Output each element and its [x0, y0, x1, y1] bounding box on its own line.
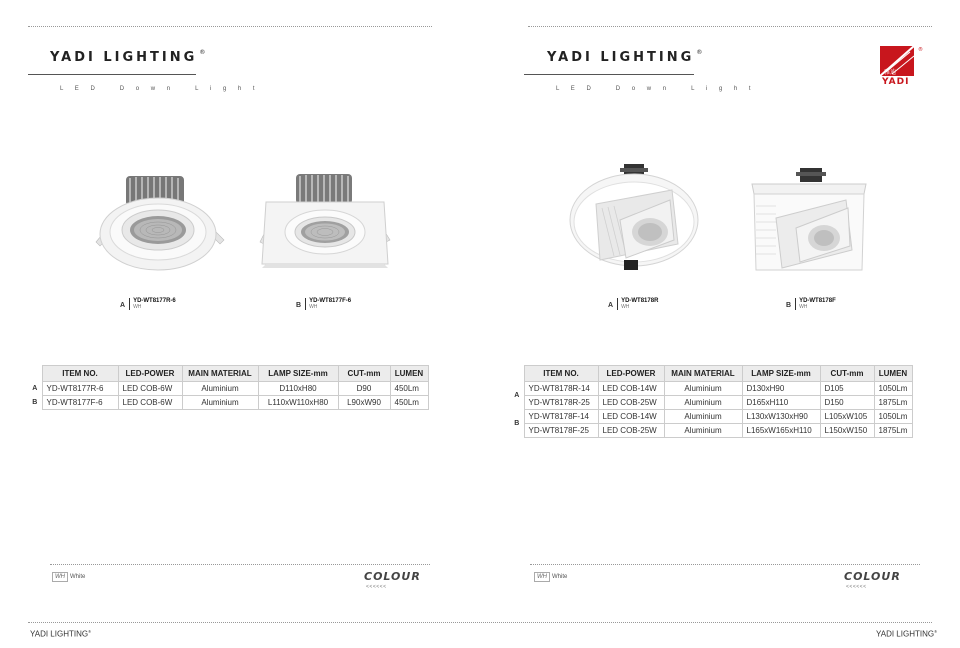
- caption-color: WH: [133, 304, 142, 310]
- cell-lamp-size: D130xH90: [742, 382, 820, 396]
- cell-item-no: YD-WT8177F-6: [42, 396, 118, 410]
- colour-logo-right: COLOUR: [844, 570, 901, 583]
- cell-led-power: LED COB-14W: [598, 410, 664, 424]
- cell-lumen: 1875Lm: [874, 424, 912, 438]
- cell-led-power: LED COB-14W: [598, 382, 664, 396]
- heatsink-fins: [296, 174, 352, 204]
- table-row: [28, 396, 428, 410]
- footer-text: YADI LIGHTING: [30, 629, 89, 639]
- caption-letter: A: [608, 302, 614, 309]
- cell-lumen: 450Lm: [390, 396, 428, 410]
- title-rule-right: [524, 74, 694, 75]
- cell-lamp-size: L110xW110xH80: [258, 396, 338, 410]
- colour-divider-left: [50, 564, 430, 565]
- bottom-divider: [28, 622, 932, 623]
- cell-item-no: YD-WT8177R-6: [42, 382, 118, 396]
- cell-cut: D150: [820, 396, 874, 410]
- top-divider-left: [28, 26, 432, 27]
- cell-material: Aluminium: [182, 396, 258, 410]
- col-header: LAMP SIZE-mm: [258, 366, 338, 382]
- table-row: [510, 382, 912, 396]
- caption-body: [305, 298, 351, 310]
- product-image-wt8177f: [258, 168, 392, 276]
- cell-item-no: YD-WT8178R-14: [524, 382, 598, 396]
- footer-brand-left: [30, 629, 91, 639]
- colour-logo-left: COLOUR: [364, 570, 421, 583]
- product-image-wt8178r: [566, 160, 702, 274]
- table-row: [510, 396, 912, 410]
- caption-model: YD-WT8178F: [799, 298, 836, 304]
- caption-model: YD-WT8177R-6: [133, 298, 176, 304]
- subtitle-left: L E D D o w n L i g h t: [60, 86, 260, 92]
- col-header: MAIN MATERIAL: [182, 366, 258, 382]
- footer-mark: ®: [88, 629, 92, 634]
- cell-item-no: YD-WT8178F-14: [524, 410, 598, 424]
- caption-model: YD-WT8178R: [621, 298, 659, 304]
- registered-mark: ®: [199, 48, 206, 56]
- brand-title-text: YADI LIGHTING: [50, 50, 198, 65]
- colour-swatch-right: [534, 572, 567, 582]
- col-header: CUT-mm: [820, 366, 874, 382]
- cell-item-no: YD-WT8178F-25: [524, 424, 598, 438]
- header-spacer: [28, 366, 42, 382]
- col-header: LAMP SIZE-mm: [742, 366, 820, 382]
- colour-arrows-right: <<<<<<: [846, 584, 867, 590]
- row-group-label: B: [514, 420, 520, 427]
- cell-item-no: YD-WT8178R-25: [524, 396, 598, 410]
- cell-cut: D105: [820, 382, 874, 396]
- colour-tag: WH: [534, 572, 550, 582]
- caption-letter: B: [296, 302, 302, 309]
- row-group-label: A: [32, 385, 38, 392]
- product-image-wt8177r: [92, 168, 228, 276]
- cell-lamp-size: L165xW165xH110: [742, 424, 820, 438]
- caption-letter: A: [120, 302, 126, 309]
- caption-left-a: [120, 298, 176, 310]
- cell-led-power: LED COB-25W: [598, 424, 664, 438]
- logo-text: YADI: [882, 77, 910, 87]
- caption-body: [795, 298, 836, 310]
- top-divider-right: [528, 26, 932, 27]
- cell-lamp-size: D165xH110: [742, 396, 820, 410]
- caption-color: WH: [309, 304, 318, 310]
- table-row: [510, 410, 912, 424]
- brand-title-text: YADI LIGHTING: [547, 50, 695, 65]
- caption-body: [129, 298, 176, 310]
- cell-led-power: LED COB-25W: [598, 396, 664, 410]
- cell-lumen: 1050Lm: [874, 410, 912, 424]
- table-row: [510, 424, 912, 438]
- colour-name: White: [70, 574, 86, 580]
- table-header-row: [28, 366, 428, 382]
- col-header: LUMEN: [390, 366, 428, 382]
- yadi-logo: [876, 44, 922, 93]
- colour-name: White: [552, 574, 568, 580]
- footer-mark: ®: [934, 629, 938, 634]
- title-rule-left: [28, 74, 196, 75]
- cell-material: Aluminium: [182, 382, 258, 396]
- colour-tag: WH: [52, 572, 68, 582]
- cell-cut: L105xW105: [820, 410, 874, 424]
- cell-lumen: 450Lm: [390, 382, 428, 396]
- spec-table-left: [28, 365, 429, 410]
- spec-table-right: [510, 365, 913, 438]
- colour-arrows-left: <<<<<<: [366, 584, 387, 590]
- footer-text: YADI LIGHTING: [876, 629, 935, 639]
- row-group-label: B: [32, 399, 38, 406]
- brand-title-right: [547, 50, 702, 65]
- cell-led-power: LED COB-6W: [118, 382, 182, 396]
- cell-cut: L150xW150: [820, 424, 874, 438]
- col-header: LUMEN: [874, 366, 912, 382]
- header-spacer: [510, 366, 524, 382]
- cell-lamp-size: D110xH80: [258, 382, 338, 396]
- logo-cn-text: 雅迪: [884, 69, 897, 76]
- cell-material: Aluminium: [664, 382, 742, 396]
- cell-lumen: 1875Lm: [874, 396, 912, 410]
- caption-right-b: [786, 298, 836, 310]
- cell-lumen: 1050Lm: [874, 382, 912, 396]
- col-header: CUT-mm: [338, 366, 390, 382]
- caption-color: WH: [799, 304, 808, 310]
- cell-material: Aluminium: [664, 396, 742, 410]
- cell-led-power: LED COB-6W: [118, 396, 182, 410]
- footer-brand-right: [876, 629, 937, 639]
- product-image-wt8178f: [748, 166, 870, 276]
- cell-cut: D90: [338, 382, 390, 396]
- caption-right-a: [608, 298, 658, 310]
- cell-material: Aluminium: [664, 410, 742, 424]
- colour-divider-right: [530, 564, 920, 565]
- caption-color: WH: [621, 304, 630, 310]
- cell-cut: L90xW90: [338, 396, 390, 410]
- brand-title-left: [50, 50, 205, 65]
- col-header: ITEM NO.: [42, 366, 118, 382]
- caption-body: [617, 298, 658, 310]
- col-header: LED-POWER: [598, 366, 664, 382]
- table-row: [28, 382, 428, 396]
- caption-left-b: [296, 298, 351, 310]
- subtitle-right: L E D D o w n L i g h t: [556, 86, 756, 92]
- col-header: MAIN MATERIAL: [664, 366, 742, 382]
- registered-mark: ®: [696, 48, 703, 56]
- cell-material: Aluminium: [664, 424, 742, 438]
- col-header: ITEM NO.: [524, 366, 598, 382]
- colour-swatch-left: [52, 572, 85, 582]
- cell-lamp-size: L130xW130xH90: [742, 410, 820, 424]
- caption-letter: B: [786, 302, 792, 309]
- caption-model: YD-WT8177F-6: [309, 298, 352, 304]
- row-group-label: A: [514, 392, 520, 399]
- table-header-row: [510, 366, 912, 382]
- col-header: LED-POWER: [118, 366, 182, 382]
- logo-registered: ®: [918, 47, 923, 53]
